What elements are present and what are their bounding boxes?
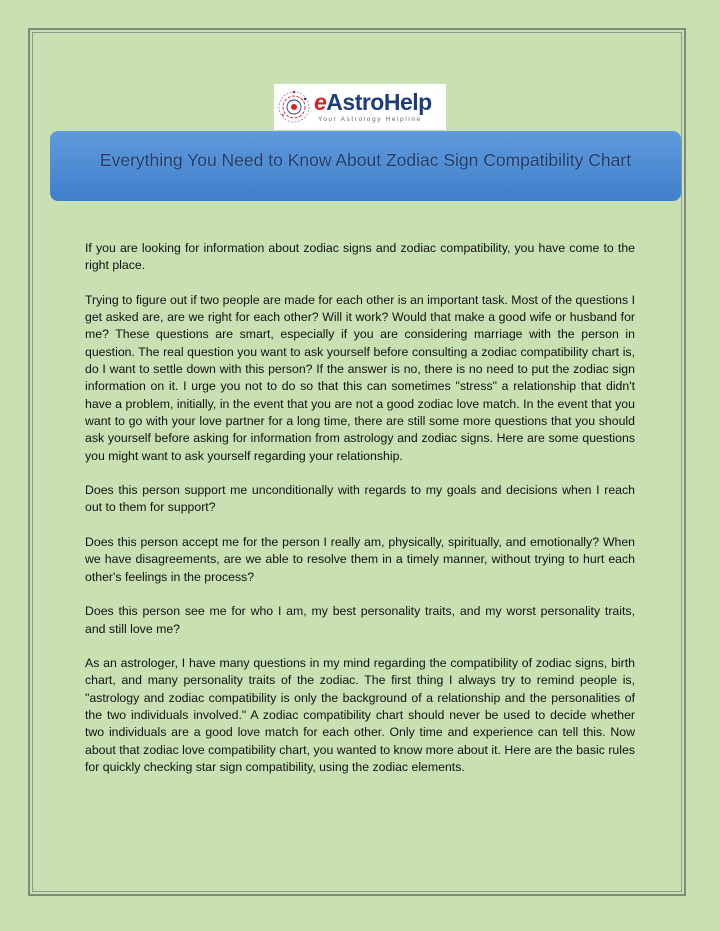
article-body xyxy=(85,240,635,794)
concentric-circles-icon xyxy=(274,84,314,130)
paragraph: Does this person see me for who I am, my best personality traits, and my worst personality traits, and still love me? xyxy=(85,604,635,636)
page-title: Everything You Need to Know About Zodiac Sign Compatibility Chart xyxy=(99,149,632,170)
paragraph: Does this person accept me for the person I really am, physically, spiritually, and emotionally? When we have disagreements, are we able to resolve them in a timely manner, without trying to hurt each other's feelings in the process? xyxy=(85,535,635,584)
paragraph: Trying to figure out if two people are made for each other is an important task. Most of the questions I get asked are, are we right for each other? Will it work? Would that make a good wife or husband for me? These questions are smart, especially if you are considering marriage with the person in question. The real question you want to ask yourself before consulting a zodiac compatibility chart is, do I want to settle down with this person? If the answer is no, there is no need to put the zodiac sign information on it. I urge you not to do so that this can sometimes "stress" a relationship that didn't have a problem, initially, in the event that you are not a good zodiac love match. In the event that you want to go with your love partner for a long time, there are still some more questions that you should ask yourself before asking for information from astrology and zodiac signs. Here are some questions you might want to ask yourself regarding your relationship. xyxy=(85,292,635,463)
paragraph: If you are looking for information about zodiac signs and zodiac compatibility, you have come to the right place. xyxy=(85,241,635,273)
logo-brand xyxy=(314,88,432,115)
logo-tagline: Your Astrology Helpline xyxy=(318,115,422,123)
eastrohelp-logo[interactable] xyxy=(274,84,446,130)
paragraph: As an astrologer, I have many questions in my mind regarding the compatibility of zodiac signs, birth chart, and many personality traits of the zodiac. The first thing I always try to remind people is, "astrology and zodiac compatibility is only the background of a relationship and the personalities of the two individuals involved." A zodiac compatibility chart should never be used to decide whether two individuals are a good love match for each other. Only time and experience can tell this. Now about that zodiac love compatibility chart, you wanted to know more about it. Here are the basic rules for quickly checking star sign compatibility, using the zodiac elements. xyxy=(85,656,635,774)
paragraph: Does this person support me unconditionally with regards to my goals and decisions when I reach out to them for support? xyxy=(85,483,635,515)
logo-brand-name: AstroHelp xyxy=(326,88,432,115)
logo-brand-e: e xyxy=(314,88,327,115)
title-banner xyxy=(50,131,681,201)
